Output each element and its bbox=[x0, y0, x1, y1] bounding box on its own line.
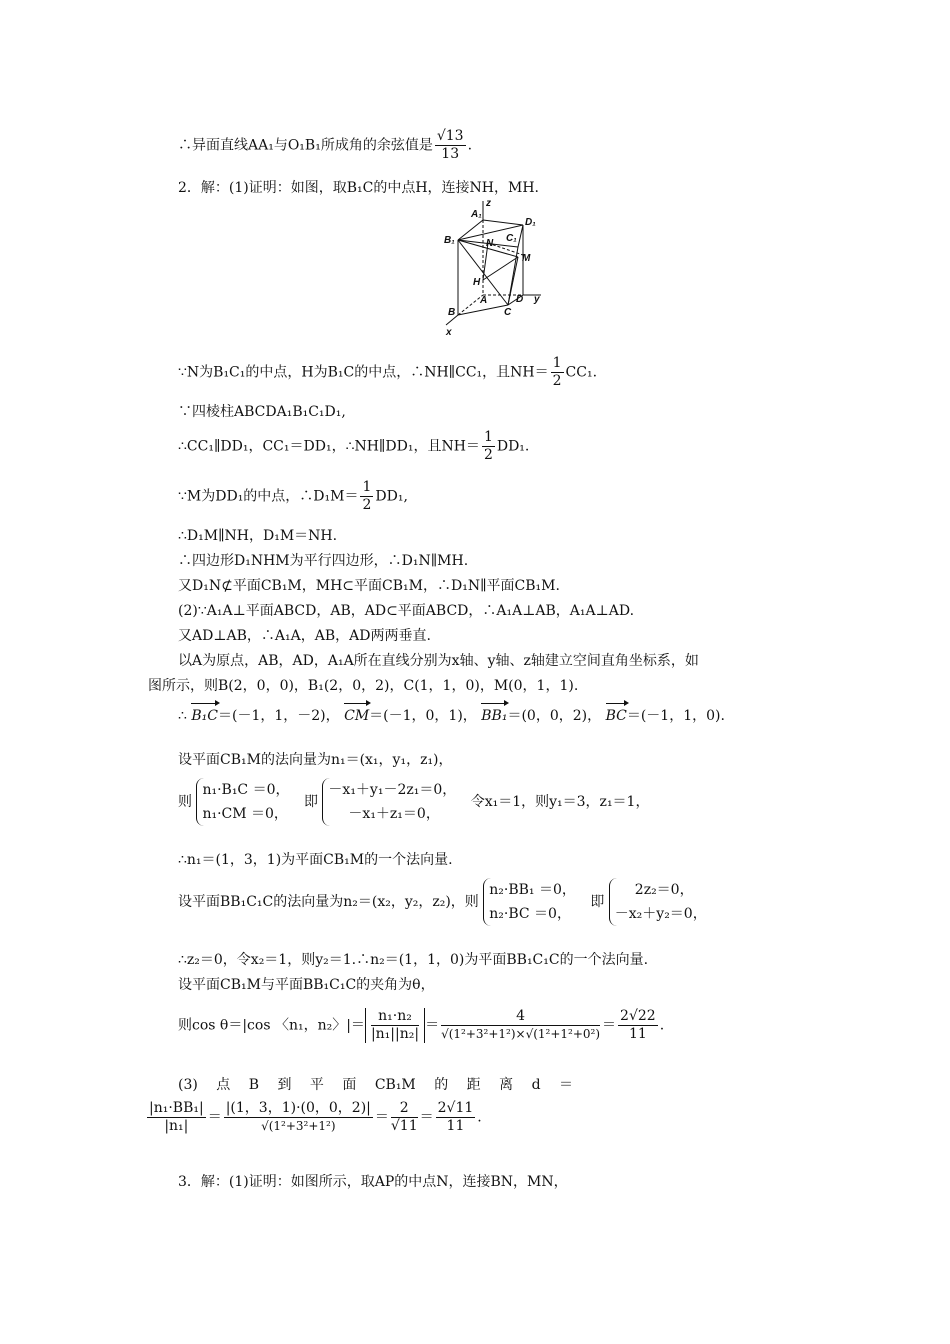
fraction-numerator: 2 bbox=[391, 1100, 418, 1118]
fraction-numerator: |(1，3，1)·(0，0，2)| bbox=[225, 1100, 371, 1116]
fraction bbox=[618, 1008, 658, 1043]
fraction-numerator: |n₁·BB₁| bbox=[149, 1100, 204, 1116]
text-line bbox=[178, 429, 529, 464]
figure-label: x bbox=[446, 327, 452, 338]
fraction-denominator: 2 bbox=[362, 497, 372, 513]
fraction-numerator: 2√11 bbox=[437, 1100, 474, 1116]
cos-formula-line: 则cos θ＝|cos 〈n₁，n₂〉|＝ $\frac{\text{n₁·n₂}}{\text{|n₁||n₂|}}$ ＝ $\frac{4}{\text{√(1²+3²+1²)×√(1²+1²+0²)}}$ ＝ $\frac{2√22}{11}$ . bbox=[178, 1008, 665, 1042]
vector-cm: CM bbox=[344, 700, 369, 726]
line-text: 设平面BB₁C₁C的法向量为n₂＝(x₂，y₂，z₂)，则 bbox=[178, 894, 479, 910]
fraction bbox=[436, 1100, 476, 1135]
line-text: CC₁. bbox=[565, 364, 598, 381]
equation-system bbox=[196, 778, 289, 826]
text-line: ∴四边形D₁NHM为平行四边形，∴D₁N∥MH. bbox=[178, 553, 469, 569]
fraction-denominator: 13 bbox=[441, 146, 460, 162]
vector-line bbox=[178, 700, 725, 726]
vector-value: ＝(－1，0，1)， bbox=[369, 708, 477, 724]
equals-sign: ＝ bbox=[419, 1109, 434, 1126]
fraction-numerator: n₁·n₂ bbox=[371, 1008, 419, 1026]
text-line: ∴n₁＝(1，3，1)为平面CB₁M的一个法向量. bbox=[178, 852, 453, 868]
line-text: ∴CC₁∥DD₁，CC₁＝DD₁，∴NH∥DD₁，且NH＝ bbox=[178, 438, 480, 455]
vector-value: ＝(0，0，2)， bbox=[507, 708, 602, 724]
equation: －x₁＋y₁－2z₁＝0， bbox=[328, 782, 457, 798]
equation: －x₂＋y₂＝0， bbox=[614, 906, 707, 922]
edge bbox=[458, 305, 508, 315]
text-line: 设平面CB₁M与平面BB₁C₁C的夹角为θ， bbox=[178, 977, 435, 993]
equation: n₂·BC ＝0， bbox=[489, 906, 571, 922]
fraction-denominator: 2 bbox=[483, 447, 493, 463]
equation: n₂·BB₁ ＝0， bbox=[489, 882, 576, 898]
equals-sign: ＝ bbox=[207, 1109, 222, 1126]
edge bbox=[483, 220, 523, 225]
vector-b1c: B₁C bbox=[191, 700, 218, 726]
equals-sign: ＝ bbox=[374, 1109, 389, 1126]
fraction bbox=[435, 128, 466, 163]
equals-sign: ＝ bbox=[602, 1017, 617, 1034]
vector-value: ＝(－1，1，－2)， bbox=[218, 708, 340, 724]
text-line: 又D₁N⊄平面CB₁M，MH⊂平面CB₁M，∴D₁N∥平面CB₁M. bbox=[178, 578, 560, 594]
equals-sign: ＝ bbox=[425, 1017, 440, 1034]
fraction-denominator: √(1²+3²+1²) bbox=[261, 1119, 336, 1133]
equation-system-line bbox=[178, 778, 649, 826]
line-text: 则 bbox=[178, 794, 192, 810]
fraction bbox=[391, 1100, 418, 1135]
fraction-denominator: |n₁||n₂| bbox=[370, 1026, 420, 1042]
fraction-numerator: √13 bbox=[436, 128, 464, 144]
fraction bbox=[371, 1008, 419, 1043]
fraction-denominator: |n₁| bbox=[164, 1118, 189, 1134]
line-text: 即 bbox=[590, 894, 605, 910]
figure-label: A₁ bbox=[471, 209, 482, 220]
line-text: ∵M为DD₁的中点，∴D₁M＝ bbox=[178, 488, 359, 505]
text-line: (3) 点 B 到 平 面 CB₁M 的 距 离 d ＝ bbox=[178, 1077, 573, 1093]
text-line: ∵四棱柱ABCDA₁B₁C₁D₁, bbox=[178, 404, 346, 420]
therefore-symbol: ∴ bbox=[178, 708, 187, 724]
figure-label: B₁ bbox=[444, 235, 455, 246]
vector-bb1: BB₁ bbox=[481, 700, 507, 726]
text-line bbox=[178, 479, 408, 514]
fraction-denominator: 11 bbox=[628, 1026, 647, 1042]
line-text: DD₁. bbox=[496, 438, 530, 455]
figure-label: C bbox=[504, 307, 512, 318]
equation: －x₁＋z₁＝0， bbox=[348, 806, 440, 822]
fraction bbox=[441, 1008, 600, 1043]
fraction-denominator: 11 bbox=[446, 1118, 465, 1134]
text-line: 图所示，则B(2，0，0)，B₁(2，0，2)，C(1，1，0)，M(0，1，1). bbox=[148, 678, 579, 694]
line-text: ∵N为B₁C₁的中点，H为B₁C的中点，∴NH∥CC₁，且NH＝ bbox=[178, 364, 549, 381]
line-text: 令x₁＝1，则y₁＝3，z₁＝1， bbox=[470, 794, 650, 810]
fraction-numerator: 2√22 bbox=[620, 1008, 656, 1024]
figure-label: z bbox=[486, 198, 491, 209]
text-line: ∴z₂＝0，令x₂＝1，则y₂＝1.∴n₂＝(1，1，0)为平面BB₁C₁C的一个法向量. bbox=[178, 952, 649, 968]
line-text: ∴异面直线AA₁与O₁B₁所成角的余弦值是 bbox=[178, 137, 433, 154]
fraction bbox=[224, 1100, 373, 1135]
fraction-numerator: 1 bbox=[483, 429, 493, 445]
vector-bc: BC bbox=[606, 700, 627, 726]
fraction bbox=[482, 429, 495, 464]
figure-label: C₁ bbox=[506, 233, 517, 244]
equation-system bbox=[483, 878, 576, 926]
line-text: . bbox=[467, 137, 473, 154]
figure-label: D₁ bbox=[525, 217, 536, 228]
figure-label: y bbox=[534, 294, 540, 305]
distance-formula-line: $\frac{\text{|n₁·BB₁|}}{\text{|n₁|}}$ ＝ $\frac{|(1,3,1)\cdot(0,0,2)|}{\text{√(1²+3²+1²)}}$ ＝ $\frac{2}{√11}$ ＝ $\frac{2√11}{11}$ . bbox=[149, 1100, 482, 1134]
text-line: (2)∵A₁A⊥平面ABCD，AB，AD⊂平面ABCD，∴A₁A⊥AB，A₁A⊥AD. bbox=[178, 603, 635, 619]
text-line: 设平面CB₁M的法向量为n₁＝(x₁，y₁，z₁)， bbox=[178, 752, 453, 768]
figure-label: D bbox=[516, 294, 524, 305]
text-line bbox=[178, 128, 472, 163]
text-line: 2．解：(1)证明：如图，取B₁C的中点H，连接NH，MH. bbox=[178, 180, 540, 196]
equation: n₁·CM ＝0， bbox=[202, 806, 288, 822]
equation-system-line bbox=[178, 878, 707, 926]
figure-label: B bbox=[448, 307, 456, 318]
fraction-numerator: 1 bbox=[552, 355, 562, 371]
text-line: 又AD⊥AB，∴A₁A，AB，AD两两垂直. bbox=[178, 628, 431, 644]
text-line: ∴D₁M∥NH，D₁M＝NH. bbox=[178, 528, 338, 544]
absolute-value bbox=[365, 1008, 425, 1043]
fraction bbox=[360, 479, 373, 514]
fraction-numerator: 1 bbox=[362, 479, 372, 495]
line-text: 即 bbox=[303, 794, 318, 810]
text-line: 3．解：(1)证明：如图所示，取AP的中点N，连接BN，MN， bbox=[178, 1174, 568, 1190]
text-line: 以A为原点，AB，AD，A₁A所在直线分别为x轴、y轴、z轴建立空间直角坐标系，如 bbox=[178, 653, 699, 669]
edge bbox=[518, 225, 523, 247]
equation-system bbox=[322, 778, 456, 826]
text-line bbox=[178, 355, 597, 390]
fraction-numerator: 4 bbox=[441, 1008, 600, 1026]
figure-label: H bbox=[473, 277, 481, 288]
equation: n₁·B₁C ＝0， bbox=[202, 782, 290, 798]
figure-label: M bbox=[522, 253, 531, 264]
equation-system bbox=[609, 878, 707, 926]
fraction-denominator: 2 bbox=[552, 373, 562, 389]
fraction-denominator: √(1²+3²+1²)×√(1²+1²+0²) bbox=[441, 1027, 601, 1041]
line-text: 则cos θ＝|cos 〈n₁，n₂〉|＝ bbox=[178, 1017, 365, 1034]
line-text: DD₁, bbox=[375, 488, 408, 505]
geometry-figure bbox=[438, 195, 548, 340]
fraction-denominator: √11 bbox=[390, 1118, 418, 1134]
equation: 2z₂＝0， bbox=[634, 882, 694, 898]
figure-label: N bbox=[486, 238, 494, 249]
figure-label: A bbox=[480, 295, 488, 306]
fraction bbox=[551, 355, 564, 390]
vector-value: ＝(－1，1，0). bbox=[626, 708, 725, 724]
fraction bbox=[147, 1100, 206, 1135]
